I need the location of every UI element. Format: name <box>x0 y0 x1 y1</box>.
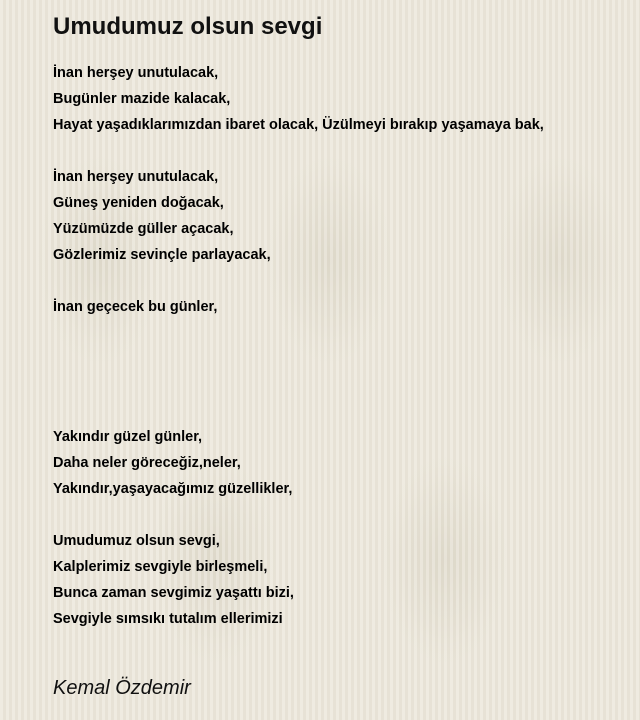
poem-author: Kemal Özdemir <box>53 677 191 699</box>
poem-line: İnan herşey unutulacak, <box>53 169 219 185</box>
stanza-1 <box>53 60 623 138</box>
poem-line: Yakındır güzel günler, <box>53 429 203 445</box>
poem-title: Umudumuz olsun sevgi <box>53 13 323 40</box>
poem-line: İnan geçecek bu günler, <box>53 299 218 315</box>
stanza-4 <box>53 424 623 502</box>
stanza-3 <box>53 294 623 320</box>
stanza-2 <box>53 164 623 268</box>
poem-line: Gözlerimiz sevinçle parlayacak, <box>53 247 271 263</box>
stanza-5 <box>53 528 623 632</box>
poem-line: Umudumuz olsun sevgi, <box>53 533 220 549</box>
poem-line: Yüzümüzde güller açacak, <box>53 221 234 237</box>
poem-line: Hayat yaşadıklarımızdan ibaret olacak, Üzülmeyi bırakıp yaşamaya bak, <box>53 117 544 133</box>
poem-line: Daha neler göreceğiz,neler, <box>53 455 241 471</box>
poem-line: İnan herşey unutulacak, <box>53 65 219 81</box>
poem-line: Bugünler mazide kalacak, <box>53 91 231 107</box>
poem-line: Sevgiyle sımsıkı tutalım ellerimizi <box>53 611 283 627</box>
poem-line: Güneş yeniden doğacak, <box>53 195 224 211</box>
poem-line: Kalplerimiz sevgiyle birleşmeli, <box>53 559 268 575</box>
poem-line: Yakındır,yaşayacağımız güzellikler, <box>53 481 293 497</box>
poem-container <box>53 10 623 701</box>
poem-line: Bunca zaman sevgimiz yaşattı bizi, <box>53 585 294 601</box>
